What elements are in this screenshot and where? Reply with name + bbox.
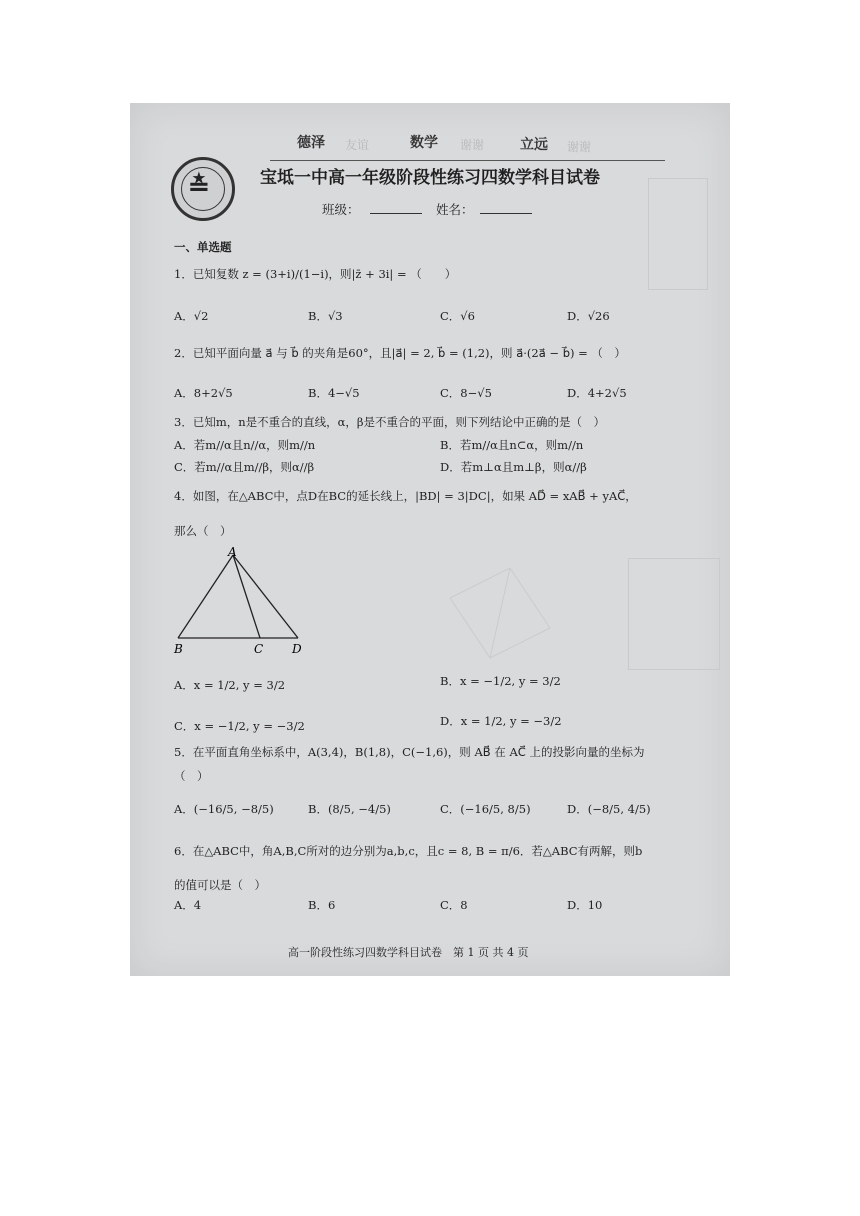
header-rule xyxy=(270,160,665,161)
question-1-option-a: A．√2 xyxy=(174,309,209,323)
question-4-stem: 4．如图，在△ABC中，点D在BC的延长线上，|BD| = 3|DC|，如果 AD⃗ = xAB⃗ + yAC⃗， xyxy=(174,489,637,503)
question-3-stem: 3．已知m，n是不重合的直线，α，β是不重合的平面，则下列结论中正确的是（ ） xyxy=(174,415,606,429)
question-4-option-d: D．x = 1/2, y = −3/2 xyxy=(440,714,562,728)
question-4-stem-continued: 那么（ ） xyxy=(174,524,232,538)
question-6-stem: 6．在△ABC中，角A,B,C所对的边分别为a,b,c，且c = 8, B = π/6．若△ABC有两解，则b xyxy=(174,844,643,858)
question-4-option-c: C．x = −1/2, y = −3/2 xyxy=(174,719,305,733)
question-5-option-d: D．(−8/5, 4/5) xyxy=(567,802,651,816)
question-6-option-a: A．4 xyxy=(174,898,202,912)
question-5-option-b: B．(8/5, −4/5) xyxy=(308,802,391,816)
question-3-option-a: A．若m//α且n//α，则m//n xyxy=(174,438,316,452)
question-6-option-b: B．6 xyxy=(308,898,336,912)
exam-paper xyxy=(130,103,730,976)
question-2-stem: 2．已知平面向量 a⃗ 与 b⃗ 的夹角是60°，且|a⃗| = 2, b⃗ = (1,2)，则 a⃗·(2a⃗ − b⃗) = （ ） xyxy=(174,346,626,360)
school-logo-inner-ring xyxy=(181,167,225,211)
question-3-option-c: C．若m//α且m//β，则α//β xyxy=(174,460,315,474)
question-1-option-d: D．√26 xyxy=(567,309,610,323)
class-blank[interactable] xyxy=(370,213,422,214)
segment-ad xyxy=(233,555,298,638)
question-6-option-c: C．8 xyxy=(440,898,468,912)
header-right-name: 立远 xyxy=(520,137,548,153)
page-footer: 高一阶段性练习四数学科目试卷 第 1 页 共 4 页 xyxy=(288,946,529,959)
class-label: 班级： xyxy=(322,202,360,217)
school-logo-mark: ≛ xyxy=(188,172,210,202)
header-left-faint: 友谊 xyxy=(345,138,370,152)
question-4-option-a: A．x = 1/2, y = 3/2 xyxy=(174,678,286,692)
question-6-stem-continued: 的值可以是（ ） xyxy=(174,878,266,892)
label-a: A xyxy=(228,547,237,559)
name-label: 姓名： xyxy=(436,202,474,217)
bleed-through-grid xyxy=(648,178,708,290)
question-2-option-d: D．4+2√5 xyxy=(567,386,627,400)
section-title: 一、单选题 xyxy=(174,240,232,254)
question-2-option-b: B．4−√5 xyxy=(308,386,360,400)
question-1-option-c: C．√6 xyxy=(440,309,475,323)
question-3-option-b: B．若m//α且n⊂α，则m//n xyxy=(440,438,584,452)
question-3-option-d: D．若m⊥α且m⊥β，则α//β xyxy=(440,460,587,474)
segment-ab xyxy=(178,555,233,638)
label-c: C xyxy=(254,642,264,656)
name-blank[interactable] xyxy=(480,213,532,214)
header-center-faint: 谢谢 xyxy=(460,138,485,152)
segment-ac xyxy=(233,555,260,638)
question-4-option-b: B．x = −1/2, y = 3/2 xyxy=(440,674,561,688)
question-5-stem-continued: （ ） xyxy=(174,769,209,783)
question-1-stem: 1．已知复数 z = (3+i)/(1−i)，则|z̄ + 3i| = （ ） xyxy=(174,267,457,281)
question-2-option-c: C．8−√5 xyxy=(440,386,492,400)
bleed-through-figure xyxy=(430,558,570,668)
question-1-option-b: B．√3 xyxy=(308,309,343,323)
question-2-option-a: A．8+2√5 xyxy=(174,386,233,400)
header-left-name: 德泽 xyxy=(297,135,325,151)
triangle-figure xyxy=(170,547,310,657)
question-6-option-d: D．10 xyxy=(567,898,603,912)
label-d: D xyxy=(292,642,302,656)
exam-title: 宝坻一中高一年级阶段性练习四数学科目试卷 xyxy=(260,168,600,188)
label-b: B xyxy=(174,642,183,656)
school-logo xyxy=(171,157,235,221)
question-5-option-c: C．(−16/5, 8/5) xyxy=(440,802,531,816)
header-center-name: 数学 xyxy=(410,135,438,151)
question-5-option-a: A．(−16/5, −8/5) xyxy=(174,802,274,816)
bleed-through-box xyxy=(628,558,720,670)
question-5-stem: 5．在平面直角坐标系中，A(3,4)，B(1,8)，C(−1,6)，则 AB⃗ 在 AC⃗ 上的投影向量的坐标为 xyxy=(174,745,645,759)
header-right-faint: 谢谢 xyxy=(567,140,592,154)
